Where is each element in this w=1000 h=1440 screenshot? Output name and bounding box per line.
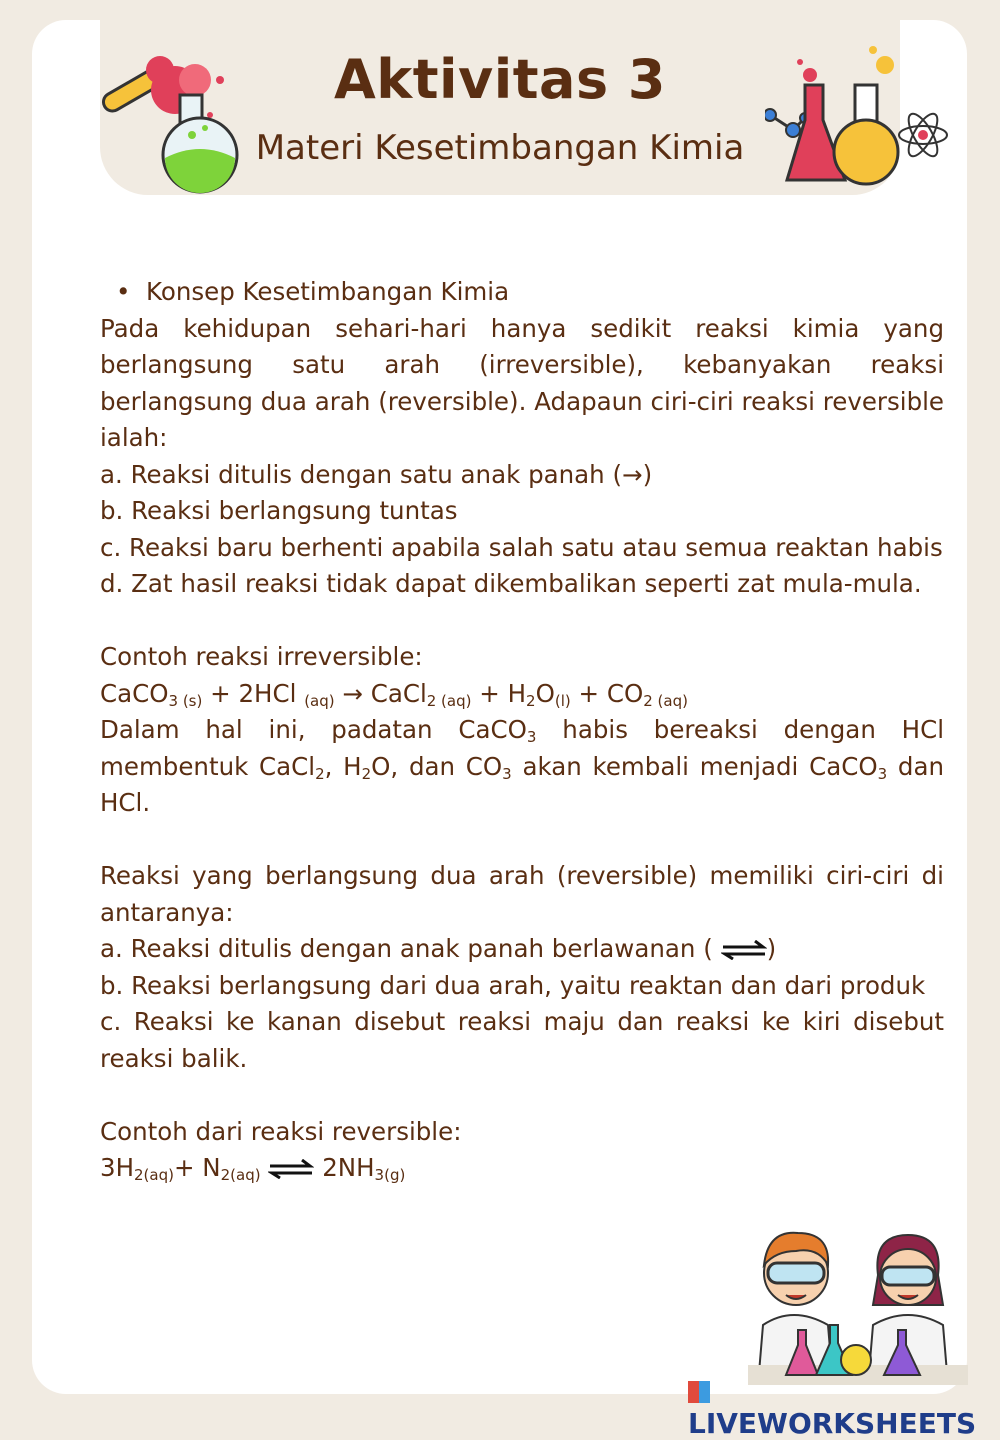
page-title: Aktivitas 3 [333,48,666,111]
bullet-heading: • Konsep Kesetimbangan Kimia [100,274,944,311]
flask-yellow [841,1345,871,1375]
list-item: a. Reaksi ditulis dengan satu anak panah (→) [100,459,653,489]
list-item: c. Reaksi baru berhenti apabila salah satu atau semua reaktan habis [100,532,943,562]
logo-icon [688,1381,710,1403]
list-item: c. Reaksi ke kanan disebut reaksi maju dan reaksi ke kiri disebut reaksi balik. [100,1007,944,1073]
list-item: a. Reaksi ditulis dengan anak panah berlawanan ( ) [100,934,777,963]
explanation-paragraph: Dalam hal ini, padatan CaCO$_3$ habis bereaksi dengan HCl membentuk CaCl$_2$, $H_2O$, dan $CO_3$ akan kembali menjadi CaCO$_3$ dan HCl. [100,715,944,817]
liveworksheets-logo: LIVEWORKSHEETS [688,1374,1000,1440]
irreversible-example-label: Contoh reaksi irreversible: [100,642,423,671]
reversible-intro: Reaksi yang berlangsung dua arah (reversible) memiliki ciri-ciri di antaranya: [100,861,944,927]
equilibrium-arrow-icon [268,1159,314,1179]
content-body [100,274,944,1187]
kids-scientists-illustration [748,1215,968,1385]
list-item: b. Reaksi berlangsung tuntas [100,496,458,525]
page-subtitle: Materi Kesetimbangan Kimia [255,128,745,168]
reversible-example-label: Contoh dari reaksi reversible: [100,1116,462,1146]
list-item: d. Zat hasil reaksi tidak dapat dikembalikan seperti zat mula-mula. [100,569,922,598]
reversible-equation: $3H_{2(aq)}+ N_{2(aq)}$ $2NH_{3(g)}$ [100,1153,406,1184]
equilibrium-arrow-icon [721,940,767,960]
irreversible-equation: CaCO$_{3 (s)}$ + 2HCl $_{(aq)}$ → CaCl$_{2 (aq)}$ + $H_2O_{(l)} + CO_{2 (aq)}$ [100,678,688,710]
list-item: b. Reaksi berlangsung dari dua arah, yaitu reaktan dan dari produk [100,970,926,1000]
intro-paragraph: Pada kehidupan sehari-hari hanya sedikit reaksi kimia yang berlangsung satu arah (irreversible), kebanyakan reaksi berlangsung dua arah (reversible). Adapaun ciri-ciri reaksi reversible ialah: [100,313,944,452]
